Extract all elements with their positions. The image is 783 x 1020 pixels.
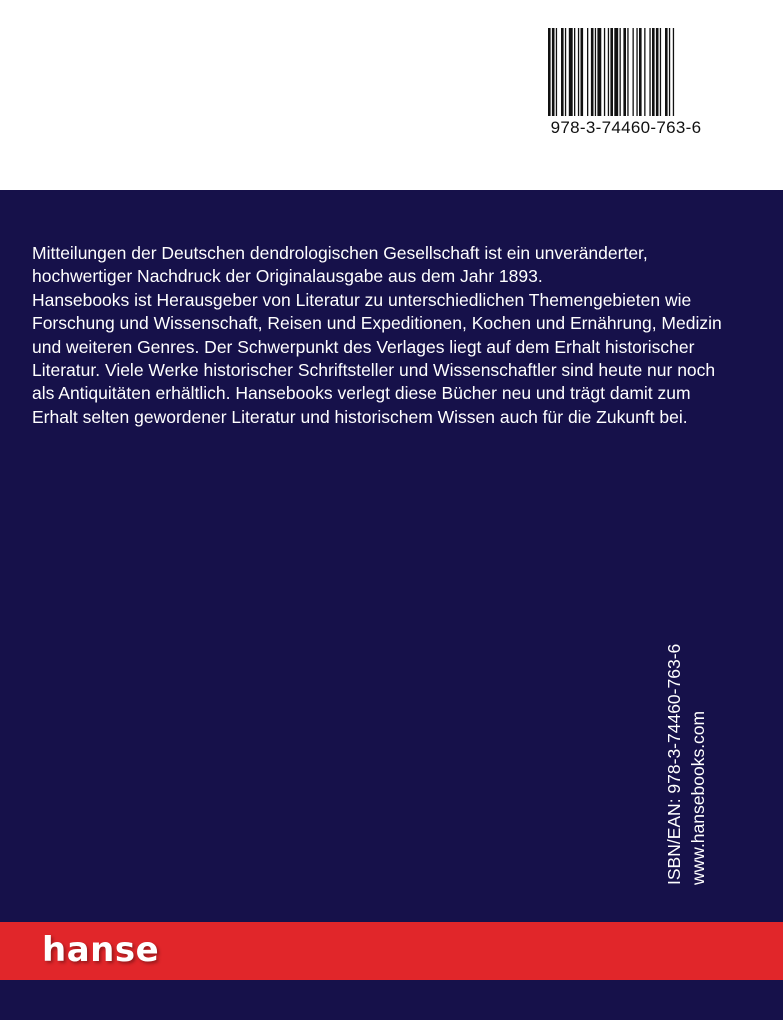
barcode: [542, 22, 710, 152]
cover-top-area: [0, 0, 783, 190]
description-paragraph-1: Mitteilungen der Deutschen dendrologischen Gesellschaft ist ein unveränderter, hochwertiger Nachdruck der Originalausgabe aus dem Jahr 1893.: [32, 243, 648, 287]
description-paragraph-2: Hansebooks ist Herausgeber von Literatur zu unterschiedlichen Themengebieten wie Forschung und Wissenschaft, Reisen und Expeditionen, Kochen und Ernährung, Medizin und weiteren Genres. Der Schwerpunkt des Verlages liegt auf dem Erhalt historischer Literatur. Viele Werke historischer Schriftsteller und Wissenschaftler sind heute nur noch als Antiquitäten erhältlich. Hansebooks verlegt diese Bücher neu und trägt damit zum Erhalt selten gewordener Literatur und historischem Wissen auch für die Zukunft bei.: [32, 289, 722, 427]
back-cover-panel: [0, 190, 783, 922]
description-text: [32, 242, 722, 429]
side-isbn-block: [662, 635, 722, 885]
side-isbn-rotated: [662, 644, 710, 885]
barcode-bars: [548, 28, 704, 116]
side-isbn-line: ISBN/EAN: 978-3-74460-763-6: [664, 643, 684, 885]
barcode-digits: 978-3-74460-763-6: [550, 118, 702, 137]
hanse-logo: hanse: [42, 930, 160, 970]
bottom-strip: [0, 980, 783, 1020]
publisher-band: [0, 922, 783, 980]
side-url-line: www.hansebooks.com: [688, 710, 708, 885]
